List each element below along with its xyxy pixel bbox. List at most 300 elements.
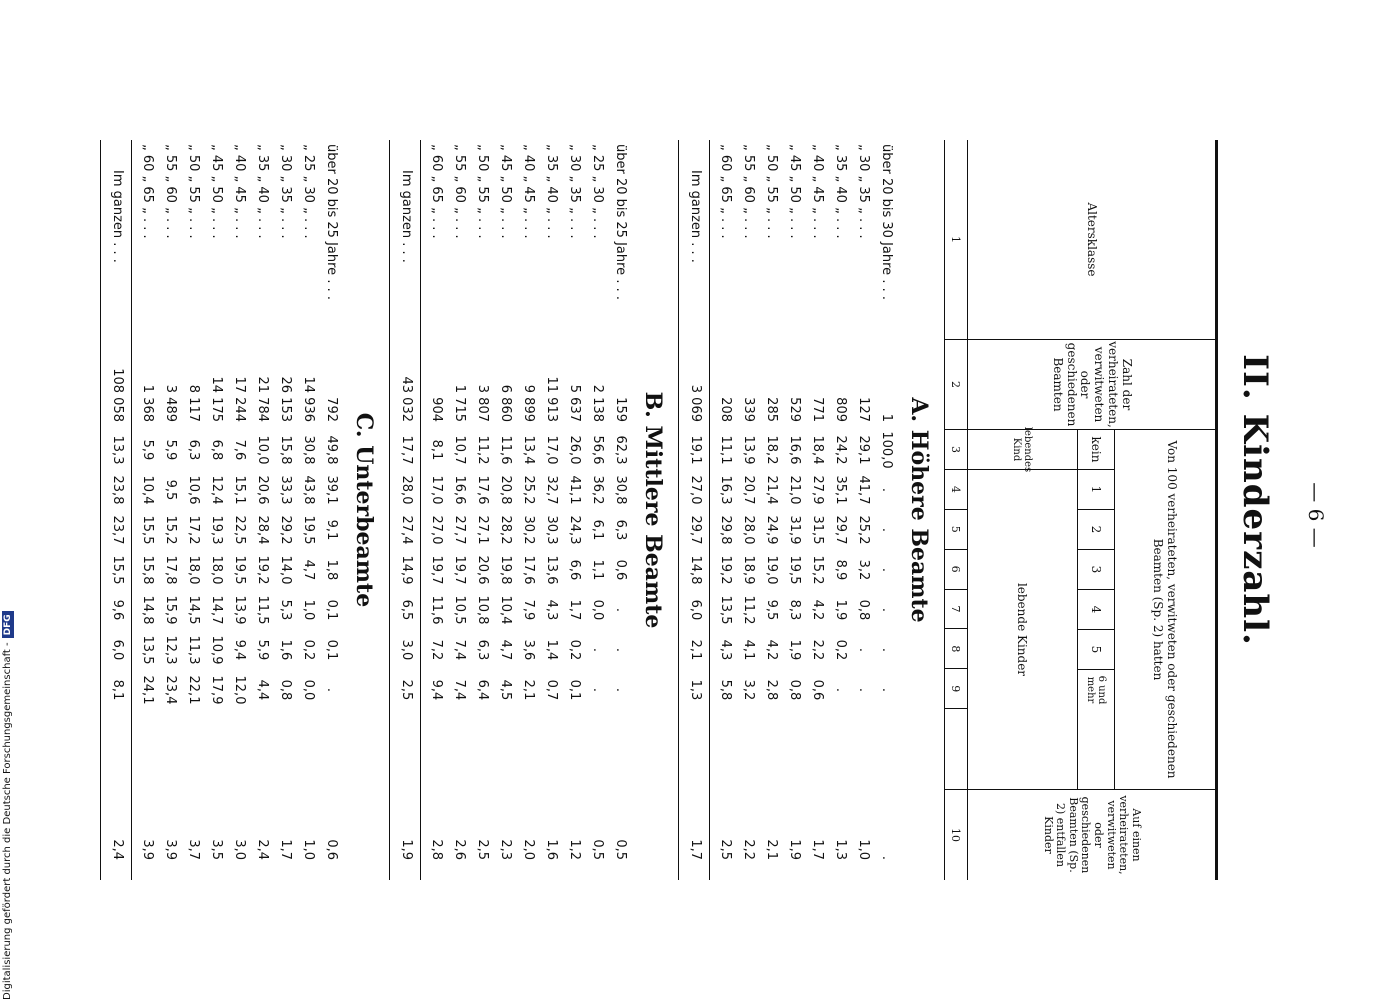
table-total-row xyxy=(683,140,710,880)
age-class-cell: „ 40 „ 45 „ . . . xyxy=(232,144,247,239)
avg-cell: 1,7 xyxy=(278,839,293,860)
section-rule xyxy=(100,140,101,880)
percent-cell: 10,0 xyxy=(255,435,270,465)
percent-cell: 11,5 xyxy=(255,595,270,625)
percent-cell: 0,8 xyxy=(856,599,871,621)
header-colnum: 4 xyxy=(945,470,967,510)
header-lebendes-kind xyxy=(968,426,1077,473)
percent-cell: 19,5 xyxy=(787,555,802,585)
percent-cell: 9,5 xyxy=(163,479,178,501)
percent-cell: 11,2 xyxy=(475,435,490,465)
percent-cell: 3,2 xyxy=(856,559,871,581)
percent-cell: 10,9 xyxy=(209,635,224,665)
percent-cell: 49,8 xyxy=(324,435,339,465)
percent-cell: 10,4 xyxy=(498,595,513,625)
percent-cell: . xyxy=(590,647,605,653)
percent-cell: 17,8 xyxy=(163,555,178,585)
age-class-cell: Im ganzen . . . xyxy=(688,170,704,263)
percent-cell: . xyxy=(879,487,894,493)
table-row xyxy=(494,140,517,880)
header-col-count xyxy=(945,340,1215,430)
percent-cell: 0,1 xyxy=(567,679,582,701)
percent-cell: 15,9 xyxy=(163,595,178,625)
percent-cell: . xyxy=(879,647,894,653)
header-colnum: 1 xyxy=(945,140,968,339)
percent-cell: 13,5 xyxy=(718,595,733,625)
table-row xyxy=(228,140,251,880)
table-row xyxy=(875,140,898,880)
percent-cell: 28,2 xyxy=(498,515,513,545)
avg-cell: 3,0 xyxy=(232,839,247,860)
header-colnum: 9 xyxy=(945,669,967,709)
age-class-cell: „ 50 „ 55 „ . . . xyxy=(186,144,201,239)
table-row xyxy=(205,140,228,880)
table-row xyxy=(760,140,783,880)
header-count: 4 xyxy=(1078,590,1114,630)
avg-cell: 1,9 xyxy=(399,839,415,860)
section-title: B. Mittlere Beamte xyxy=(640,391,666,629)
percent-cell: 0,6 xyxy=(613,559,628,581)
percent-cell: 3,6 xyxy=(521,639,536,661)
percent-cell: 33,3 xyxy=(278,475,293,505)
percent-cell: 4,3 xyxy=(544,599,559,621)
percent-cell: 19,2 xyxy=(255,555,270,585)
table-row xyxy=(829,140,852,880)
percent-cell: 17,0 xyxy=(429,475,444,505)
section-rule xyxy=(678,140,679,880)
percent-cell: 14,0 xyxy=(278,555,293,585)
percent-cell: 18,0 xyxy=(186,555,201,585)
percent-cell: 23,7 xyxy=(110,515,126,545)
age-class-cell: „ 35 „ 40 „ . . . xyxy=(544,144,559,239)
percent-cell: 15,2 xyxy=(810,555,825,585)
percent-cell: 23,8 xyxy=(110,475,126,505)
table-row xyxy=(448,140,471,880)
percent-cell: 1,0 xyxy=(301,599,316,621)
age-class-cell: Im ganzen . . . xyxy=(110,170,126,263)
percent-cell: 4,2 xyxy=(764,639,779,661)
age-class-cell: „ 60 „ 65 „ . . . xyxy=(140,144,155,239)
table-row xyxy=(320,140,343,880)
percent-cell: 0,0 xyxy=(590,599,605,621)
percent-cell: 8,1 xyxy=(429,439,444,461)
percent-cell: 9,1 xyxy=(324,519,339,541)
percent-cell: 1,3 xyxy=(688,679,704,701)
avg-cell: 1,7 xyxy=(810,839,825,860)
count-cell: 21 784 xyxy=(255,376,270,422)
age-class-cell: „ 45 „ 50 „ . . . xyxy=(498,144,513,239)
percent-cell: 28,0 xyxy=(741,515,756,545)
percent-cell: 26,0 xyxy=(567,435,582,465)
count-cell: 14 175 xyxy=(209,376,224,422)
count-cell: 792 xyxy=(324,397,339,422)
count-cell: 1 xyxy=(879,413,894,422)
percent-cell: 21,0 xyxy=(787,475,802,505)
percent-cell: 39,1 xyxy=(324,475,339,505)
percent-cell: 27,1 xyxy=(475,515,490,545)
percent-cell: 30,8 xyxy=(301,435,316,465)
percent-cell: 8,3 xyxy=(787,599,802,621)
header-avg-label: Auf einen verheirateten, verwitweten oder geschiedenen Beamten (Sp. 2) entfallen Kinder xyxy=(1041,795,1144,875)
percent-cell: 27,0 xyxy=(429,515,444,545)
percent-cell: 2,2 xyxy=(810,639,825,661)
statistics-table xyxy=(100,140,1218,880)
percent-cell: 11,6 xyxy=(429,595,444,625)
percent-cell: 27,4 xyxy=(399,515,415,545)
header-colnum: 7 xyxy=(945,590,967,630)
age-class-cell: Im ganzen . . . xyxy=(399,170,415,263)
percent-cell: 4,7 xyxy=(498,639,513,661)
percent-cell: 7,2 xyxy=(429,639,444,661)
avg-cell: 2,8 xyxy=(429,839,444,860)
percent-cell: 27,0 xyxy=(688,475,704,505)
percent-cell: . xyxy=(613,687,628,693)
count-cell: 5 637 xyxy=(567,384,582,422)
percent-cell: 7,6 xyxy=(232,439,247,461)
side-footer xyxy=(0,0,30,1000)
percent-cell: 28,0 xyxy=(399,475,415,505)
count-cell: 2 138 xyxy=(590,384,605,422)
age-class-cell: „ 30 „ 35 „ . . . xyxy=(856,144,871,239)
percent-cell: 9,4 xyxy=(429,679,444,701)
percent-cell: 6,8 xyxy=(209,439,224,461)
count-cell: 208 xyxy=(718,397,733,422)
percent-cell: 19,2 xyxy=(718,555,733,585)
percent-cell: 2,8 xyxy=(764,679,779,701)
percent-cell: 12,3 xyxy=(163,635,178,665)
header-lebendes-kind-text: lebendes Kind xyxy=(1011,426,1034,473)
percent-cell: 20,8 xyxy=(498,475,513,505)
percent-cell: 0,7 xyxy=(544,679,559,701)
avg-cell: 1,7 xyxy=(688,839,704,860)
percent-cell: 19,5 xyxy=(232,555,247,585)
percent-cell: 6,0 xyxy=(110,639,126,661)
age-class-cell: über 20 bis 25 Jahre . . . xyxy=(613,144,628,300)
count-cell: 771 xyxy=(810,397,825,422)
count-cell: 8 117 xyxy=(186,384,201,422)
avg-cell: 2,3 xyxy=(498,839,513,860)
age-class-cell: „ 25 „ 30 „ . . . xyxy=(590,144,605,239)
percent-cell: 24,3 xyxy=(567,515,582,545)
percent-cell: 16,6 xyxy=(787,435,802,465)
percent-cell: 21,4 xyxy=(764,475,779,505)
percent-cell: 17,7 xyxy=(399,435,415,465)
table-row xyxy=(783,140,806,880)
header-lebende-kinder: lebende Kinder xyxy=(1015,582,1030,677)
age-class-cell: „ 60 „ 65 „ . . . xyxy=(718,144,733,239)
percent-cell: 9,5 xyxy=(764,599,779,621)
percent-cell: 0,2 xyxy=(301,639,316,661)
table-total-row xyxy=(105,140,132,880)
table-row xyxy=(852,140,875,880)
header-age-label: Altersklasse xyxy=(1085,202,1100,277)
header-col-percent xyxy=(945,426,1215,790)
percent-cell: 19,8 xyxy=(498,555,513,585)
avg-cell: 0,6 xyxy=(324,839,339,860)
percent-cell: 6,3 xyxy=(475,639,490,661)
age-class-cell: „ 55 „ 60 „ . . . xyxy=(741,144,756,239)
count-cell: 1 715 xyxy=(452,384,467,422)
table-row xyxy=(471,140,494,880)
avg-cell: . xyxy=(879,855,894,860)
table-header xyxy=(944,140,1215,880)
percent-cell: 8,1 xyxy=(110,679,126,701)
header-count: 6 und mehr xyxy=(1085,675,1107,705)
header-colnum-pad xyxy=(945,709,967,789)
percent-cell: 0,0 xyxy=(301,679,316,701)
count-cell: 529 xyxy=(787,397,802,422)
age-class-cell: „ 55 „ 60 „ . . . xyxy=(163,144,178,239)
percent-cell: 20,6 xyxy=(475,555,490,585)
percent-cell: 0,1 xyxy=(324,639,339,661)
header-colnum: 2 xyxy=(945,340,968,429)
percent-cell: 31,5 xyxy=(810,515,825,545)
age-class-cell: „ 30 „ 35 „ . . . xyxy=(567,144,582,239)
header-col-avg xyxy=(945,790,1215,880)
percent-cell: 10,7 xyxy=(452,435,467,465)
header-colnum: 5 xyxy=(945,510,967,550)
percent-cell: 4,7 xyxy=(301,559,316,581)
page-number: — 6 — xyxy=(1304,482,1328,548)
avg-cell: 1,0 xyxy=(301,839,316,860)
avg-cell: 1,3 xyxy=(833,839,848,860)
count-cell: 904 xyxy=(429,397,444,422)
percent-cell: 10,8 xyxy=(475,595,490,625)
percent-cell: . xyxy=(879,607,894,613)
percent-cell: 11,6 xyxy=(498,435,513,465)
percent-cell: 41,7 xyxy=(856,475,871,505)
percent-cell: 15,8 xyxy=(278,435,293,465)
count-cell: 285 xyxy=(764,397,779,422)
count-cell: 6 860 xyxy=(498,384,513,422)
percent-cell: 2,1 xyxy=(521,679,536,701)
percent-cell: 6,3 xyxy=(613,519,628,541)
avg-cell: 3,5 xyxy=(209,839,224,860)
percent-cell: 13,9 xyxy=(741,435,756,465)
percent-cell: 1,4 xyxy=(544,639,559,661)
percent-cell: 4,2 xyxy=(810,599,825,621)
percent-cell: 2,1 xyxy=(688,639,704,661)
percent-cell: 100,0 xyxy=(879,431,894,469)
percent-cell: 17,0 xyxy=(544,435,559,465)
percent-cell: 7,4 xyxy=(452,679,467,701)
percent-cell: 14,5 xyxy=(186,595,201,625)
table-row xyxy=(251,140,274,880)
table-row xyxy=(806,140,829,880)
percent-cell: 29,1 xyxy=(856,435,871,465)
percent-cell: 19,1 xyxy=(688,435,704,465)
percent-cell: 18,2 xyxy=(764,435,779,465)
count-cell: 14 936 xyxy=(301,376,316,422)
table-row xyxy=(425,140,448,880)
age-class-cell: „ 30 „ 35 „ . . . xyxy=(278,144,293,239)
count-cell: 159 xyxy=(613,397,628,422)
count-cell: 3 807 xyxy=(475,384,490,422)
percent-cell: 29,7 xyxy=(833,515,848,545)
percent-cell: 30,8 xyxy=(613,475,628,505)
age-class-cell: „ 60 „ 65 „ . . . xyxy=(429,144,444,239)
percent-cell: 11,1 xyxy=(718,435,733,465)
percent-cell: 13,5 xyxy=(140,635,155,665)
percent-cell: 41,1 xyxy=(567,475,582,505)
section-title: A. Höhere Beamte xyxy=(906,397,932,623)
percent-cell: 18,4 xyxy=(810,435,825,465)
count-cell: 3 489 xyxy=(163,384,178,422)
count-cell: 26 153 xyxy=(278,376,293,422)
percent-cell: . xyxy=(613,607,628,613)
percent-cell: 0,1 xyxy=(324,599,339,621)
avg-cell: 0,5 xyxy=(613,839,628,860)
percent-cell: 7,4 xyxy=(452,639,467,661)
footer-note-text: Digitalisierung gefördert durch die Deutsche Forschungsgemeinschaft - xyxy=(2,642,13,1000)
percent-cell: 30,2 xyxy=(521,515,536,545)
header-count-label: Zahl der verheirateten, verwitweten oder geschiedenen Beamten xyxy=(1050,341,1134,428)
header-colnums xyxy=(945,430,967,789)
table-total-row xyxy=(394,140,421,880)
percent-cell: . xyxy=(856,647,871,653)
count-cell: 11 913 xyxy=(544,376,559,422)
percent-cell: 9,4 xyxy=(232,639,247,661)
percent-cell: 1,1 xyxy=(590,559,605,581)
percent-cell: 4,3 xyxy=(718,639,733,661)
percent-cell: 0,2 xyxy=(833,639,848,661)
percent-cell: 28,4 xyxy=(255,515,270,545)
count-cell: 339 xyxy=(741,397,756,422)
percent-cell: 24,9 xyxy=(764,515,779,545)
age-class-cell: „ 35 „ 40 „ . . . xyxy=(255,144,270,239)
age-class-cell: „ 25 „ 30 „ . . . xyxy=(301,144,316,239)
percent-cell: 10,4 xyxy=(140,475,155,505)
percent-cell: 0,6 xyxy=(810,679,825,701)
percent-cell: 27,9 xyxy=(810,475,825,505)
percent-cell: 3,0 xyxy=(399,639,415,661)
percent-cell: 15,2 xyxy=(163,515,178,545)
percent-cell: 29,7 xyxy=(688,515,704,545)
percent-cell: 62,3 xyxy=(613,435,628,465)
percent-cell: 25,2 xyxy=(856,515,871,545)
count-cell: 43 032 xyxy=(399,376,415,422)
percent-cell: 19,7 xyxy=(452,555,467,585)
count-cell: 108 058 xyxy=(110,368,126,422)
percent-cell: 0,2 xyxy=(567,639,582,661)
header-kein: kein xyxy=(1078,430,1114,470)
avg-cell: 3,9 xyxy=(140,839,155,860)
percent-cell: 16,6 xyxy=(452,475,467,505)
percent-cell: 14,9 xyxy=(399,555,415,585)
age-class-cell: „ 45 „ 50 „ . . . xyxy=(787,144,802,239)
percent-cell: . xyxy=(879,527,894,533)
percent-cell: 22,5 xyxy=(232,515,247,545)
percent-cell: 17,6 xyxy=(521,555,536,585)
dfg-logo: DFG xyxy=(2,611,14,638)
percent-cell: 9,6 xyxy=(110,599,126,621)
percent-cell: 13,9 xyxy=(232,595,247,625)
percent-cell: 17,2 xyxy=(186,515,201,545)
header-percent-label: Von 100 verheirateten, verwitweten oder geschiedenen Beamten (Sp. 2) hatten xyxy=(1114,430,1215,789)
avg-cell: 1,9 xyxy=(787,839,802,860)
percent-cell: 24,2 xyxy=(833,435,848,465)
header-count: 2 xyxy=(1078,510,1114,550)
count-cell: 127 xyxy=(856,397,871,422)
percent-cell: 36,2 xyxy=(590,475,605,505)
percent-cell: 22,1 xyxy=(186,675,201,705)
percent-cell: 5,9 xyxy=(140,439,155,461)
percent-cell: 17,9 xyxy=(209,675,224,705)
avg-cell: 0,5 xyxy=(590,839,605,860)
avg-cell: 3,9 xyxy=(163,839,178,860)
percent-cell: . xyxy=(324,687,339,693)
percent-cell: 27,7 xyxy=(452,515,467,545)
percent-cell: 7,9 xyxy=(521,599,536,621)
percent-cell: . xyxy=(879,567,894,573)
percent-cell: 6,5 xyxy=(399,599,415,621)
avg-cell: 2,6 xyxy=(452,839,467,860)
percent-cell: . xyxy=(590,687,605,693)
table-row xyxy=(159,140,182,880)
count-cell: 809 xyxy=(833,397,848,422)
table-body xyxy=(100,140,932,880)
section-rule xyxy=(389,140,390,880)
percent-cell: 11,3 xyxy=(186,635,201,665)
percent-cell: 13,4 xyxy=(521,435,536,465)
percent-cell: 15,5 xyxy=(140,515,155,545)
count-cell: 1 368 xyxy=(140,384,155,422)
avg-cell: 2,1 xyxy=(764,839,779,860)
percent-cell: 29,8 xyxy=(718,515,733,545)
header-count: 3 xyxy=(1078,550,1114,590)
avg-cell: 2,5 xyxy=(475,839,490,860)
percent-cell: 5,3 xyxy=(278,599,293,621)
percent-cell: 6,4 xyxy=(475,679,490,701)
percent-cell: 6,1 xyxy=(590,519,605,541)
percent-cell: 13,3 xyxy=(110,435,126,465)
percent-cell: . xyxy=(613,647,628,653)
avg-cell: 1,2 xyxy=(567,839,582,860)
table-row xyxy=(737,140,760,880)
percent-cell: 29,2 xyxy=(278,515,293,545)
avg-cell: 2,2 xyxy=(741,839,756,860)
age-class-cell: „ 50 „ 55 „ . . . xyxy=(764,144,779,239)
percent-cell: 10,6 xyxy=(186,475,201,505)
table-row xyxy=(540,140,563,880)
table-row xyxy=(297,140,320,880)
percent-cell: . xyxy=(856,687,871,693)
percent-cell: 10,5 xyxy=(452,595,467,625)
avg-cell: 2,0 xyxy=(521,839,536,860)
header-col-age xyxy=(945,140,1215,340)
percent-cell: 1,7 xyxy=(567,599,582,621)
percent-cell: 1,8 xyxy=(324,559,339,581)
percent-cell: 12,4 xyxy=(209,475,224,505)
percent-cell: 23,4 xyxy=(163,675,178,705)
table-row xyxy=(563,140,586,880)
header-kids-row xyxy=(1077,430,1114,789)
table-row xyxy=(136,140,159,880)
percent-cell: 43,8 xyxy=(301,475,316,505)
percent-cell: 11,2 xyxy=(741,595,756,625)
percent-cell: 19,0 xyxy=(764,555,779,585)
table-row xyxy=(182,140,205,880)
header-colnum: 8 xyxy=(945,629,967,669)
section-title: C. Unterbeamte xyxy=(351,412,377,608)
table-top-rule xyxy=(1215,140,1218,880)
percent-cell: 14,8 xyxy=(140,595,155,625)
header-kids-group xyxy=(967,426,1077,789)
percent-cell: 14,7 xyxy=(209,595,224,625)
table-row xyxy=(714,140,737,880)
percent-cell: 32,7 xyxy=(544,475,559,505)
table-row xyxy=(609,140,632,880)
